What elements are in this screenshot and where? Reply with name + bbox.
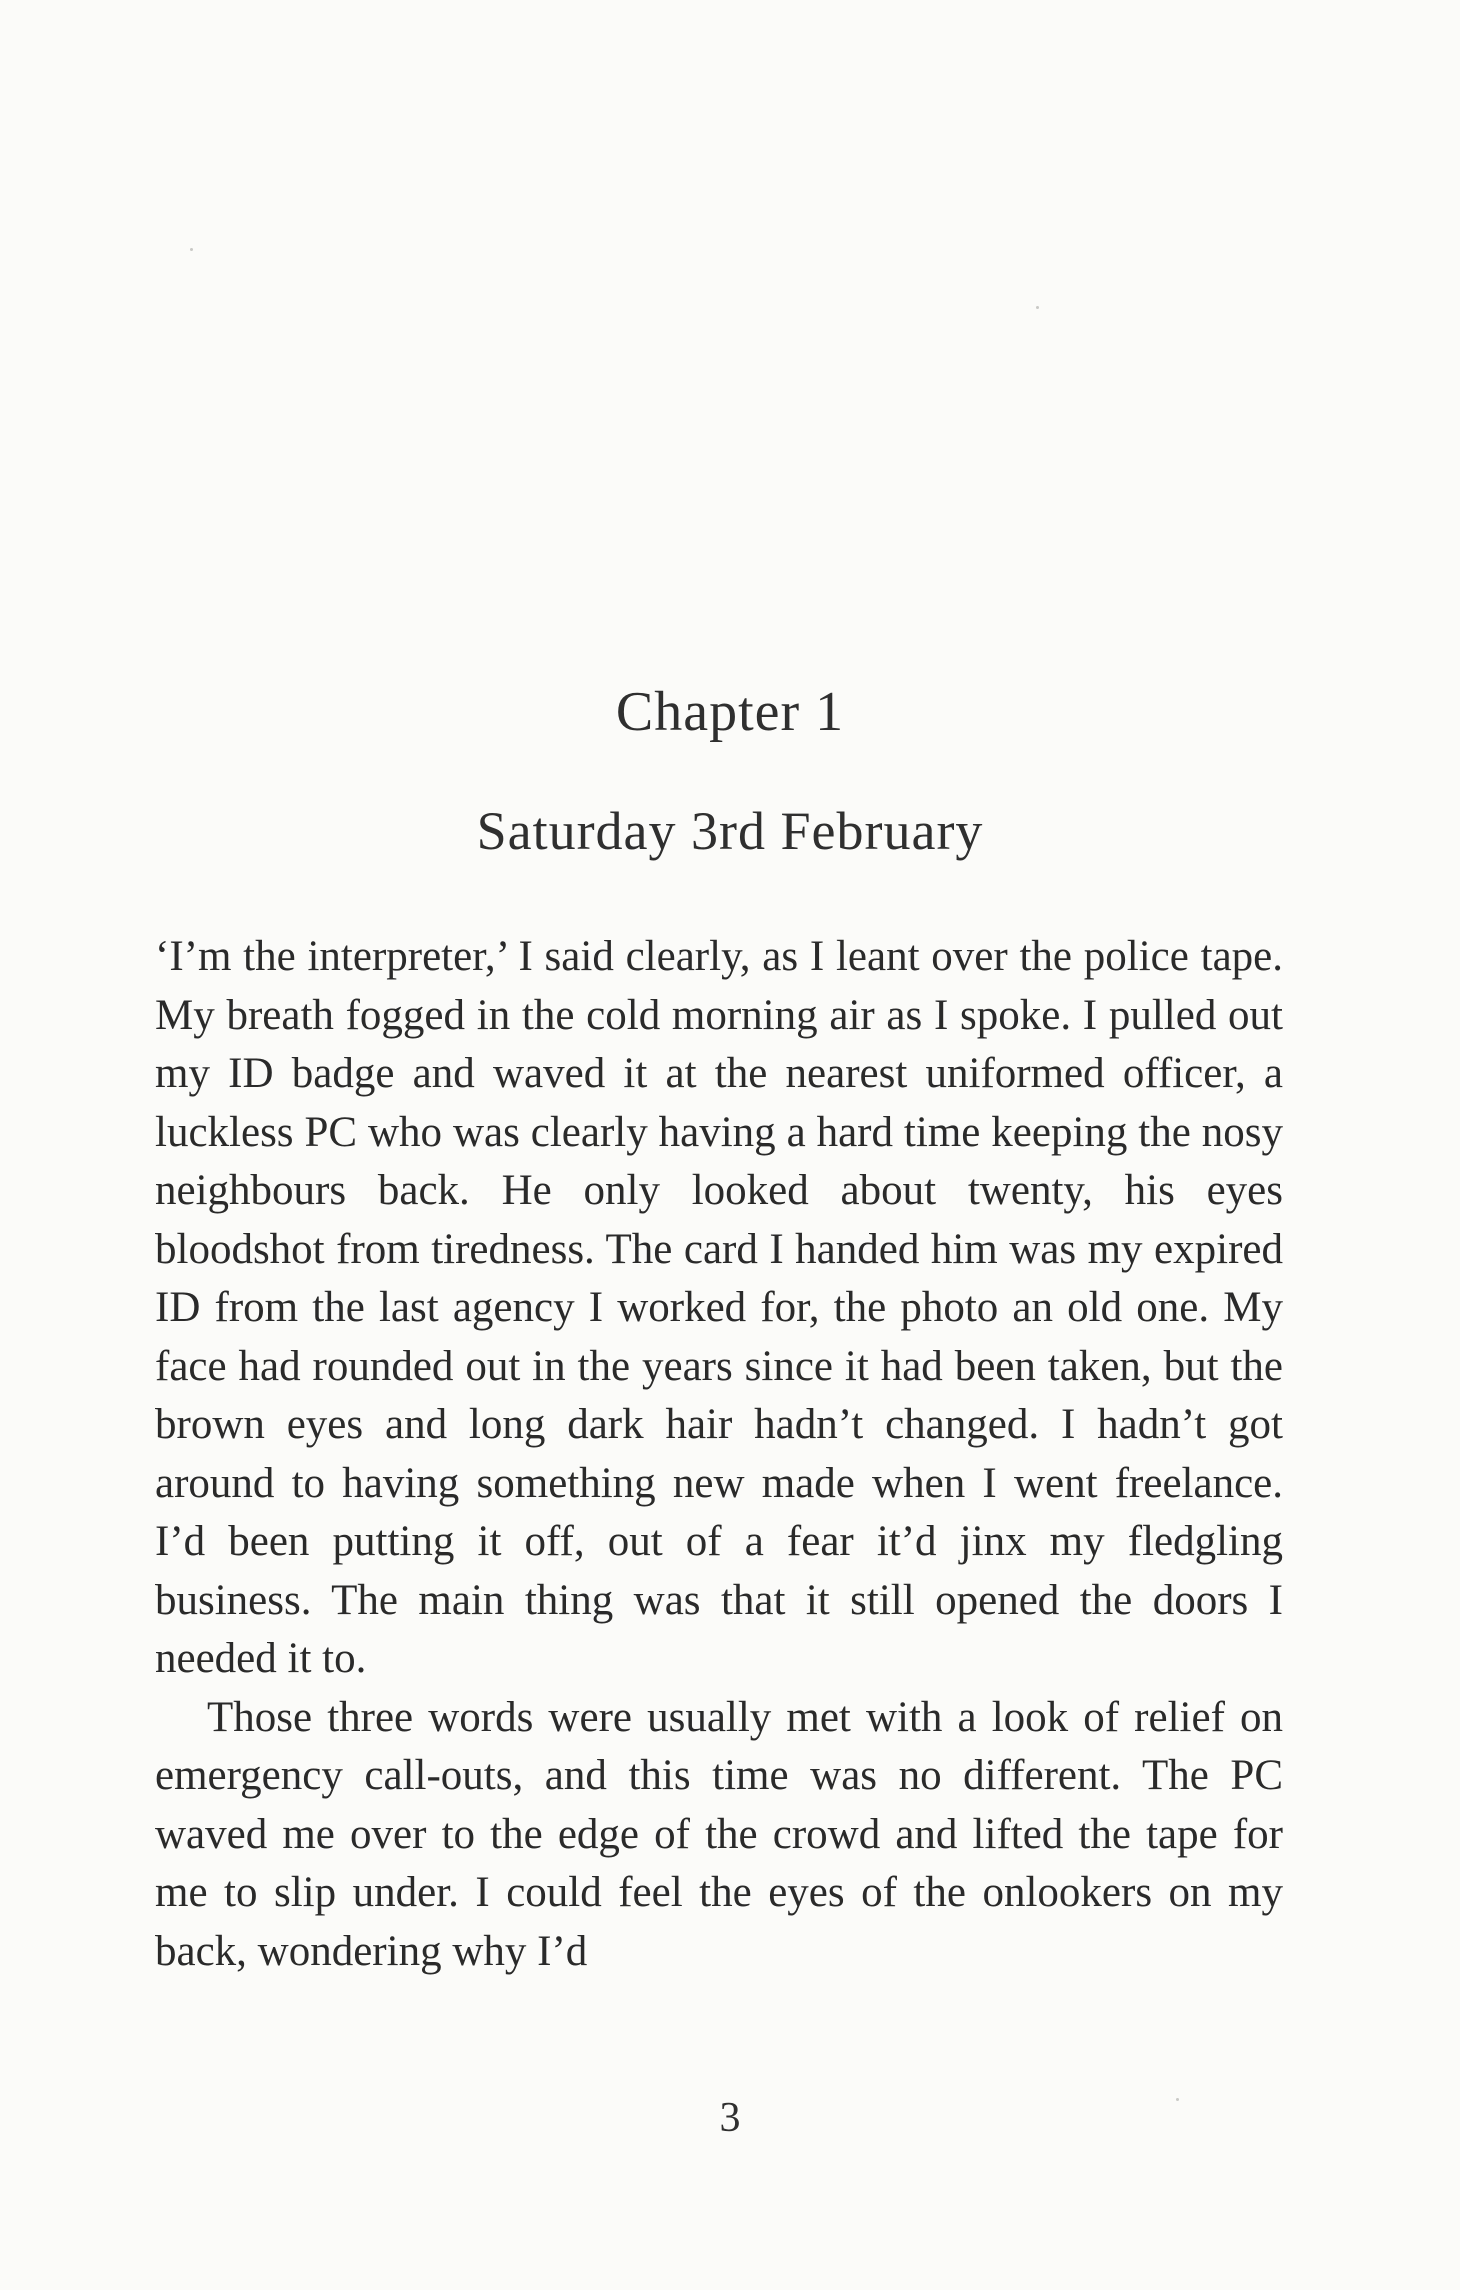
chapter-date-heading: Saturday 3rd February	[476, 801, 984, 861]
chapter-body	[155, 928, 1283, 1981]
paragraph-2: Those three words were usually met with a look of relief on emergency call-outs, and this time was no different. The PC waved me over to the edge of the crowd and lifted the tape for me to slip under. I could feel the eyes of the onlookers on my back, wondering why I’d	[155, 1693, 1283, 1975]
paragraph-1: ‘I’m the interpreter,’ I said clearly, as I leant over the police tape. My breath fogged in the cold morning air as I spoke. I pulled out my ID badge and waved it at the nearest uniformed officer, a luckless PC who was clearly having a hard time keeping the nosy neighbours back. He only looked about twenty, his eyes bloodshot from tiredness. The card I handed him was my expired ID from the last agency I worked for, the photo an old one. My face had rounded out in the years since it had been taken, but the brown eyes and long dark hair hadn’t changed. I hadn’t got around to having something new made when I went freelance. I’d been putting it off, out of a fear it’d jinx my fledgling business. The main thing was that it still opened the doors I needed it to.	[155, 933, 1283, 1682]
page-number: 3	[719, 2095, 741, 2141]
paper-speck	[190, 248, 193, 251]
paper-speck	[1036, 306, 1039, 309]
chapter-title: Chapter 1	[615, 681, 845, 743]
